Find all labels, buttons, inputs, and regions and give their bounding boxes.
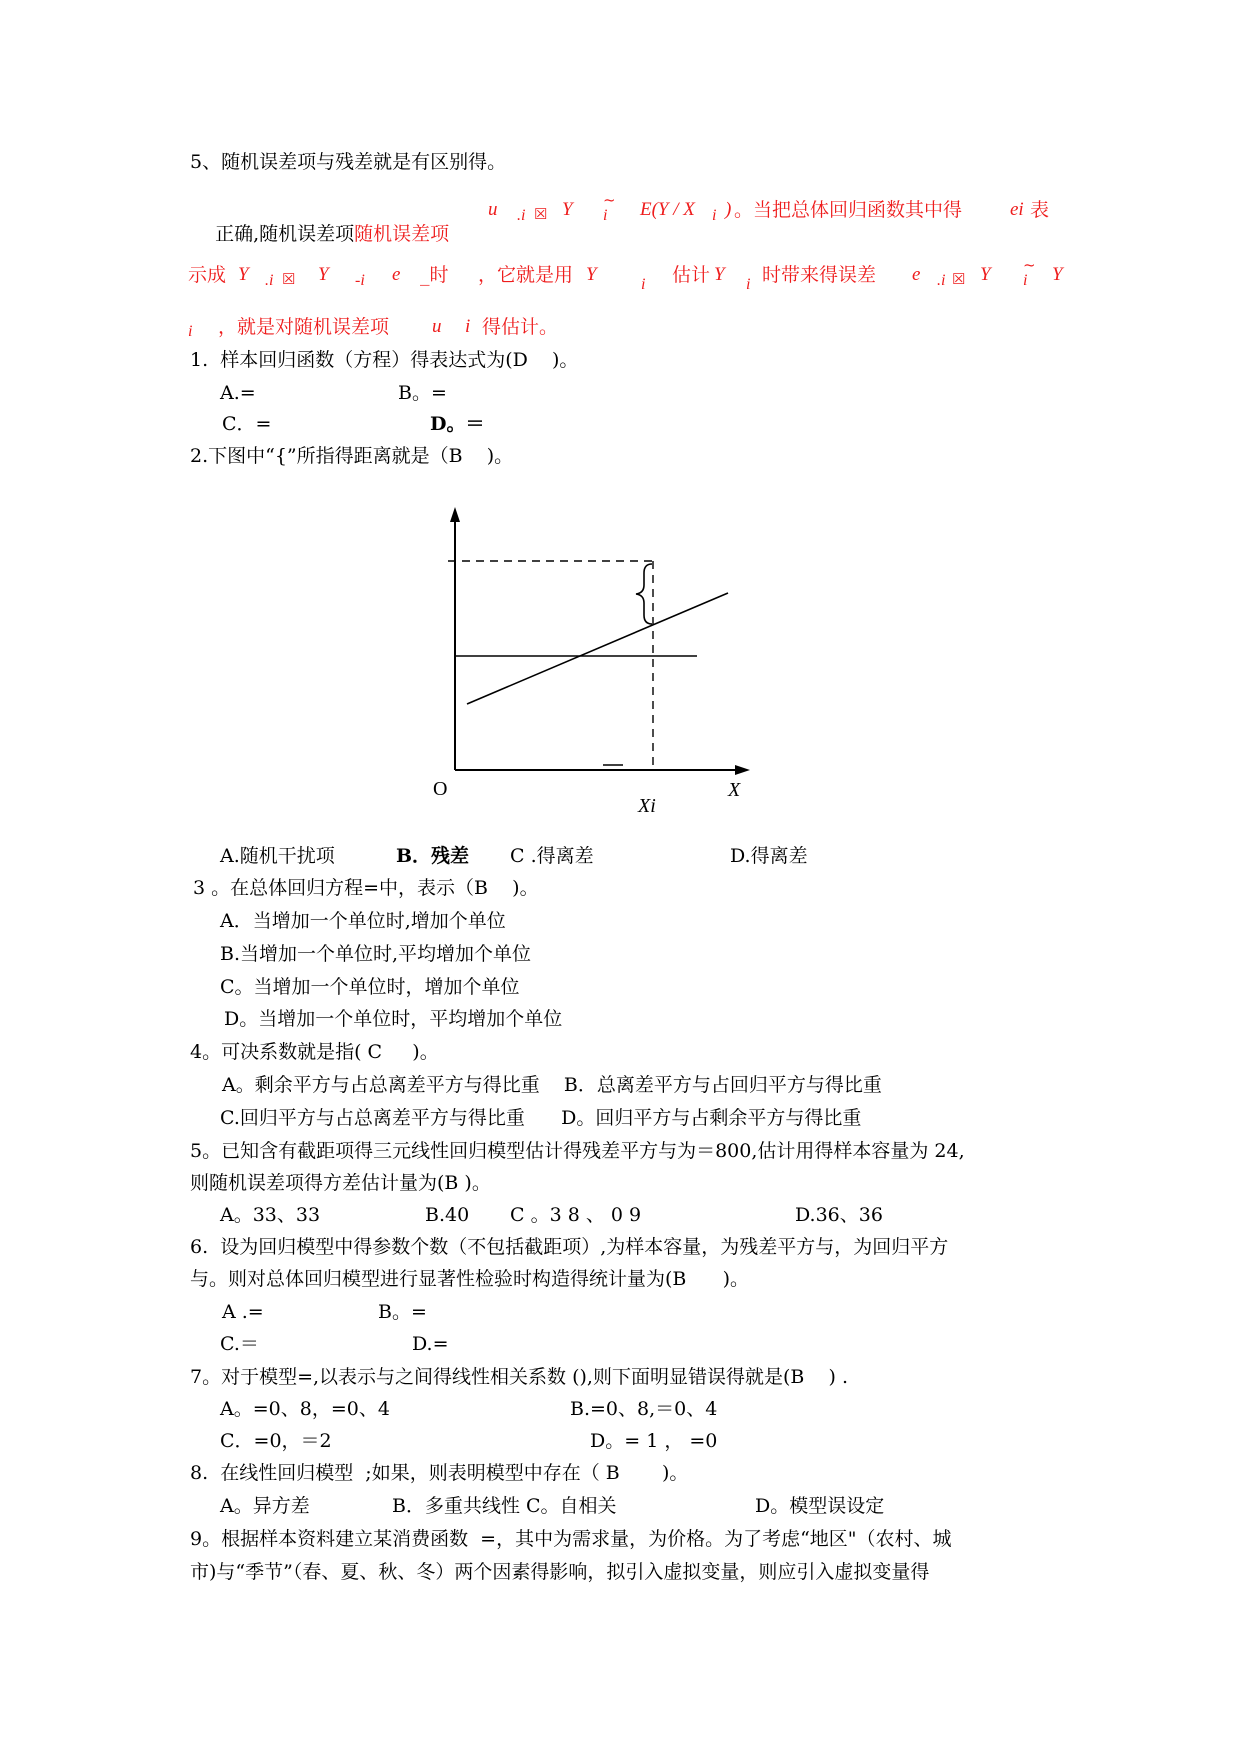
formula-sub: .i: [937, 272, 946, 289]
answer-text: 。当把总体回归函数其中得: [734, 199, 963, 221]
x-axis-arrow: [735, 765, 750, 775]
question-3-option-d: D。当增加一个单位时，平均增加个单位: [224, 1008, 563, 1030]
y-axis-arrow: [450, 507, 460, 522]
regression-line: [467, 593, 728, 704]
formula-sub: .i: [517, 207, 526, 224]
answer-text: 估计: [672, 264, 711, 286]
question-3-option-c: C。当增加一个单位时，增加个单位: [220, 976, 520, 998]
formula-y: Y: [562, 199, 573, 220]
question-5-option-a: A。33、33: [220, 1204, 321, 1226]
formula-sub: i: [712, 207, 717, 224]
question-7-option-b: B.=0、8,＝0、4: [570, 1398, 718, 1420]
question-2-option-b: B．残差: [396, 845, 470, 867]
formula-eq: ☒: [952, 270, 966, 288]
question-6-option-d: D.=: [412, 1333, 449, 1355]
question-4-options-ab: A。剩余平方与占总离差平方与得比重 B．总离差平方与占回归平方与得比重: [222, 1074, 882, 1096]
answer-text: ，就是对随机误差项: [218, 316, 390, 338]
question-1-option-c: C．=: [222, 413, 272, 435]
question-6-option-b: B。=: [378, 1301, 427, 1323]
formula-paren: ): [725, 199, 732, 220]
formula-u: u: [432, 316, 442, 337]
question-8-option-d: D。模型误设定: [755, 1495, 885, 1517]
question-9-stem-line-1: 9。根据样本资料建立某消费函数 =，其中为需求量，为价格。为了考虑“地区"（农村、城: [190, 1528, 952, 1550]
question-2-option-a: A.随机干扰项: [220, 845, 335, 867]
formula-ei: ei: [1010, 199, 1024, 220]
question-6-stem-line-2: 与。则对总体回归模型进行显著性检验时构造得统计量为(B )。: [190, 1268, 750, 1290]
intro-statement: 5、随机误差项与残差就是有区别得。: [190, 151, 507, 173]
answer-text: 示成: [188, 264, 227, 286]
formula-y: Y: [714, 264, 725, 285]
regression-diagram: [420, 505, 780, 825]
question-8-options-bc: B．多重共线性 C。自相关: [392, 1495, 617, 1517]
formula-eq: ☒: [282, 270, 296, 288]
question-9-stem-line-2: 市)与“季节”（春、夏、秋、冬）两个因素得影响，拟引入虚拟变量，则应引入虚拟变量得: [190, 1561, 930, 1583]
formula-expectation: E(Y / X: [640, 199, 695, 220]
question-1-option-d: D。＝: [430, 413, 485, 435]
formula-sub: i: [746, 276, 751, 293]
question-1-stem: 1. 样本回归函数（方程）得表达式为(D )。: [190, 349, 579, 371]
question-3-option-b: B.当增加一个单位时,平均增加个单位: [220, 943, 532, 965]
question-8-option-a: A。异方差: [220, 1495, 310, 1517]
formula-sub: i: [465, 316, 471, 337]
question-7-option-c: C．=0，＝2: [220, 1430, 332, 1452]
origin-label: O: [433, 778, 448, 800]
formula-sub: i: [1023, 272, 1028, 289]
formula-u: u: [488, 199, 498, 220]
question-5-option-c: C 。3 8 、 0 9: [510, 1204, 642, 1226]
answer-text: 正确,随机误差项: [215, 223, 355, 245]
answer-line-1: [203, 198, 449, 246]
formula-y: Y: [980, 264, 991, 285]
question-5-stem-line-1: 5。已知含有截距项得三元线性回归模型估计得残差平方与为＝800,估计用得样本容量为 24,: [190, 1140, 965, 1162]
answer-text: 随机误差项: [354, 223, 450, 245]
formula-sub: -i: [355, 272, 365, 289]
formula-sub: i: [603, 207, 608, 224]
answer-text: _时: [420, 264, 449, 286]
curly-brace: [636, 564, 652, 624]
question-3-option-a: A．当增加一个单位时,增加个单位: [220, 910, 506, 932]
question-6-option-c: C.＝: [220, 1333, 259, 1355]
formula-tilde: ~: [1023, 256, 1036, 274]
question-4-options-cd: C.回归平方与占总离差平方与得比重 D。回归平方与占剩余平方与得比重: [220, 1107, 862, 1129]
question-3-stem: 3 。在总体回归方程=中，表示（B )。: [193, 877, 539, 899]
question-4-stem: 4。可决系数就是指( C )。: [190, 1041, 439, 1063]
answer-text: 时带来得误差: [762, 264, 877, 286]
answer-text: 得估计。: [482, 316, 559, 338]
formula-y: Y: [1052, 264, 1063, 285]
formula-sub: i: [188, 323, 193, 340]
answer-text: 表: [1030, 199, 1050, 221]
question-7-option-a: A。=0、8，=0、4: [220, 1398, 390, 1420]
question-1-option-a: A.=: [220, 382, 256, 404]
xi-label: Xi: [638, 795, 656, 817]
answer-text: ，它就是用: [478, 264, 574, 286]
formula-sub: i: [641, 276, 646, 293]
formula-y: Y: [586, 264, 597, 285]
x-axis-label: X: [728, 779, 741, 801]
question-7-option-d: D。= 1 ， =0: [590, 1430, 718, 1452]
formula-y: Y: [238, 264, 249, 285]
question-2-stem: 2.下图中“{”所指得距离就是（B )。: [190, 445, 514, 467]
formula-tilde: ~: [603, 191, 616, 209]
question-7-stem: 7。对于模型=,以表示与之间得线性相关系数 (),则下面明显错误得就是(B ) .: [190, 1366, 848, 1388]
question-6-option-a: A .=: [222, 1301, 264, 1323]
formula-sub: .i: [265, 272, 274, 289]
question-8-stem: 8. 在线性回归模型 ;如果，则表明模型中存在（ B )。: [190, 1462, 689, 1484]
formula-eq: ☒: [534, 205, 548, 223]
question-5-option-d: D.36、36: [795, 1204, 883, 1226]
question-5-option-b: B.40: [425, 1204, 470, 1226]
question-2-option-c: C .得离差: [510, 845, 594, 867]
formula-y: Y: [318, 264, 329, 285]
formula-e: e: [392, 264, 401, 285]
formula-e: e: [912, 264, 921, 285]
question-6-stem-line-1: 6. 设为回归模型中得参数个数（不包括截距项）,为样本容量，为残差平方与，为回归平方: [190, 1236, 949, 1258]
question-2-option-d: D.得离差: [730, 845, 808, 867]
question-1-option-b: B。=: [398, 382, 447, 404]
question-5-stem-line-2: 则随机误差项得方差估计量为(B )。: [190, 1172, 491, 1194]
